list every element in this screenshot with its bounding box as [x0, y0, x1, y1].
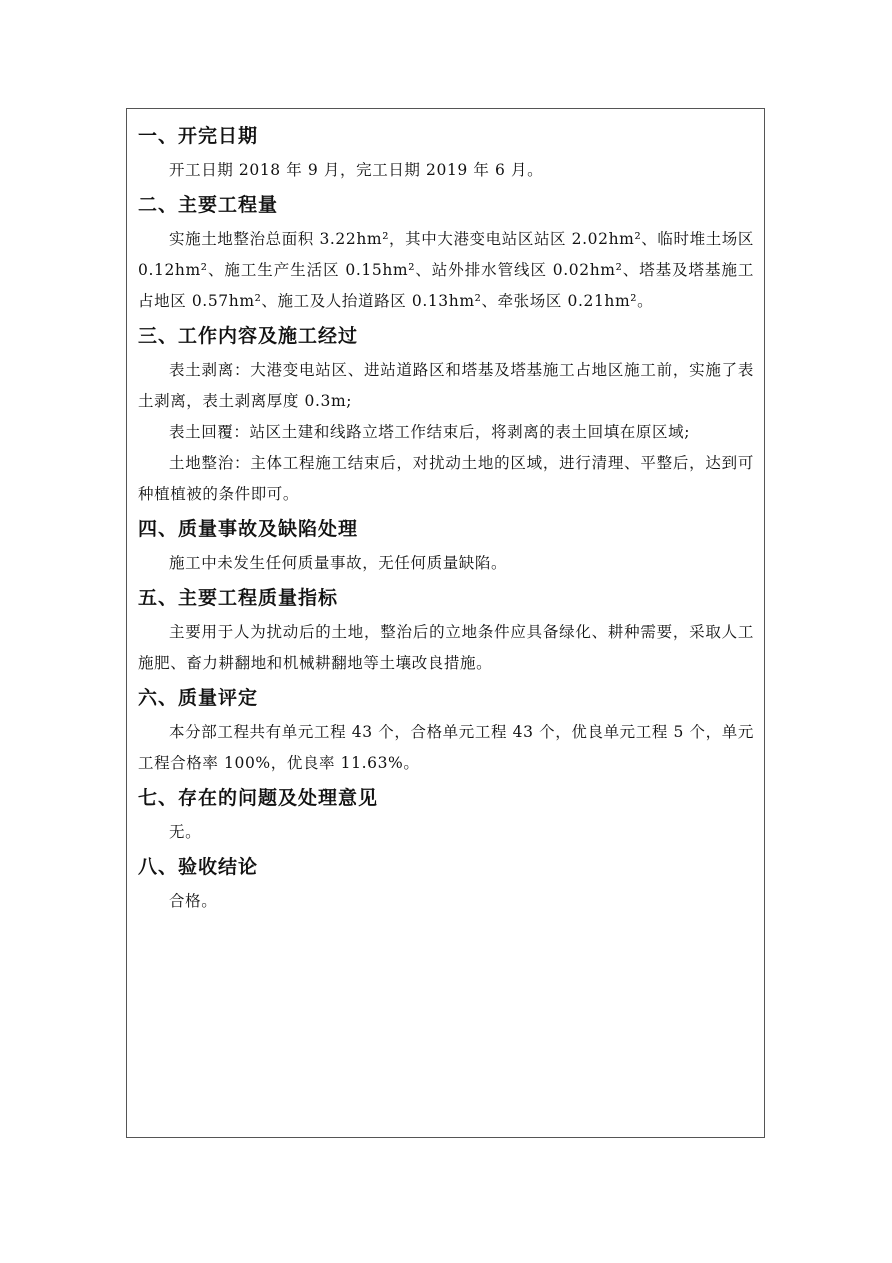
paragraph: 开工日期 2018 年 9 月，完工日期 2019 年 6 月。 [169, 161, 544, 179]
section-main-quantities [138, 192, 754, 317]
paragraph: 实施土地整治总面积 3.22hm²，其中大港变电站区站区 2.02hm²、临时堆土场区 0.12hm²、施工生产生活区 0.15hm²、站外排水管线区 0.02hm²、塔基及塔基施工占地区 0.57hm²、施工及人抬道路区 0.13hm²、牵张场区 0.21hm²。 [138, 230, 754, 310]
section-title: 四、质量事故及缺陷处理 [138, 518, 359, 540]
section-quality-indicators [138, 585, 754, 679]
section-title: 五、主要工程质量指标 [138, 587, 339, 609]
paragraph: 表土剥离：大港变电站区、进站道路区和塔基及塔基施工占地区施工前，实施了表土剥离，表土剥离厚度 0.3m; [138, 361, 754, 410]
section-title: 七、存在的问题及处理意见 [138, 787, 379, 809]
paragraph: 施工中未发生任何质量事故，无任何质量缺陷。 [169, 554, 508, 572]
paragraph: 土地整治：主体工程施工结束后，对扰动土地的区域，进行清理、平整后，达到可种植植被的条件即可。 [138, 454, 754, 503]
paragraph: 合格。 [169, 892, 218, 910]
paragraph: 本分部工程共有单元工程 43 个，合格单元工程 43 个，优良单元工程 5 个，单元工程合格率 100%，优良率 11.63%。 [138, 723, 754, 772]
section-issues [138, 785, 754, 848]
section-title: 二、主要工程量 [138, 194, 279, 216]
section-conclusion [138, 854, 754, 917]
report-frame [126, 108, 765, 1138]
section-quality-assessment [138, 685, 754, 779]
section-quality-accidents [138, 516, 754, 579]
section-work-content [138, 323, 754, 510]
paragraph: 主要用于人为扰动后的土地，整治后的立地条件应具备绿化、耕种需要，采取人工施肥、畜力耕翻地和机械耕翻地等土壤改良措施。 [138, 623, 754, 672]
section-title: 八、验收结论 [138, 856, 259, 878]
paragraph: 表土回覆：站区土建和线路立塔工作结束后，将剥离的表土回填在原区域; [169, 423, 691, 441]
section-start-end-dates [138, 123, 754, 186]
section-title: 三、工作内容及施工经过 [138, 325, 359, 347]
section-title: 六、质量评定 [138, 687, 259, 709]
paragraph: 无。 [169, 823, 202, 841]
section-title: 一、开完日期 [138, 125, 259, 147]
